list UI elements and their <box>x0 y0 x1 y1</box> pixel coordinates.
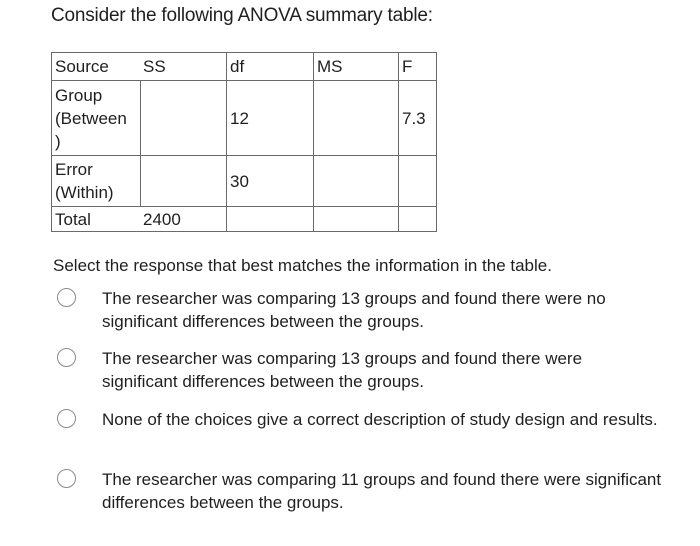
cell-ss: 2400 <box>140 207 227 232</box>
radio-button[interactable] <box>57 348 76 367</box>
cell-source: Total <box>52 207 141 232</box>
cell-df: 30 <box>227 156 314 207</box>
cell-ss <box>140 156 227 207</box>
cell-ss <box>140 81 227 156</box>
cell-ms <box>314 207 399 232</box>
table-row <box>52 156 437 207</box>
cell-df: 12 <box>227 81 314 156</box>
cell-ms <box>314 81 399 156</box>
choice-label[interactable]: The researcher was comparing 11 groups and found there were significant differences between the groups. <box>102 470 662 512</box>
table-row <box>52 81 437 156</box>
radio-button[interactable] <box>57 469 76 488</box>
cell-df <box>227 207 314 232</box>
cell-f: 7.3 <box>399 81 437 156</box>
header-ss: SS <box>140 53 227 81</box>
radio-button[interactable] <box>57 288 76 307</box>
header-ms: MS <box>314 53 399 81</box>
cell-f <box>399 207 437 232</box>
cell-f <box>399 156 437 207</box>
table-row <box>52 207 437 232</box>
choice-label[interactable]: None of the choices give a correct description of study design and results. <box>102 410 658 429</box>
choice-label[interactable]: The researcher was comparing 13 groups and found there were significant differences between the groups. <box>102 349 583 391</box>
cell-ms <box>314 156 399 207</box>
header-df: df <box>227 53 314 81</box>
header-source: Source <box>52 53 141 81</box>
question-title: Consider the following ANOVA summary table: <box>51 5 433 26</box>
radio-button[interactable] <box>57 409 76 428</box>
question-prompt: Select the response that best matches the information in the table. <box>53 256 552 275</box>
anova-table <box>51 52 437 232</box>
cell-source: Error (Within) <box>52 156 141 207</box>
table-header-row <box>52 53 437 81</box>
choice-label[interactable]: The researcher was comparing 13 groups and found there were no significant differences between the groups. <box>102 289 606 331</box>
header-f: F <box>399 53 437 81</box>
cell-source: Group (Between ) <box>52 81 141 156</box>
